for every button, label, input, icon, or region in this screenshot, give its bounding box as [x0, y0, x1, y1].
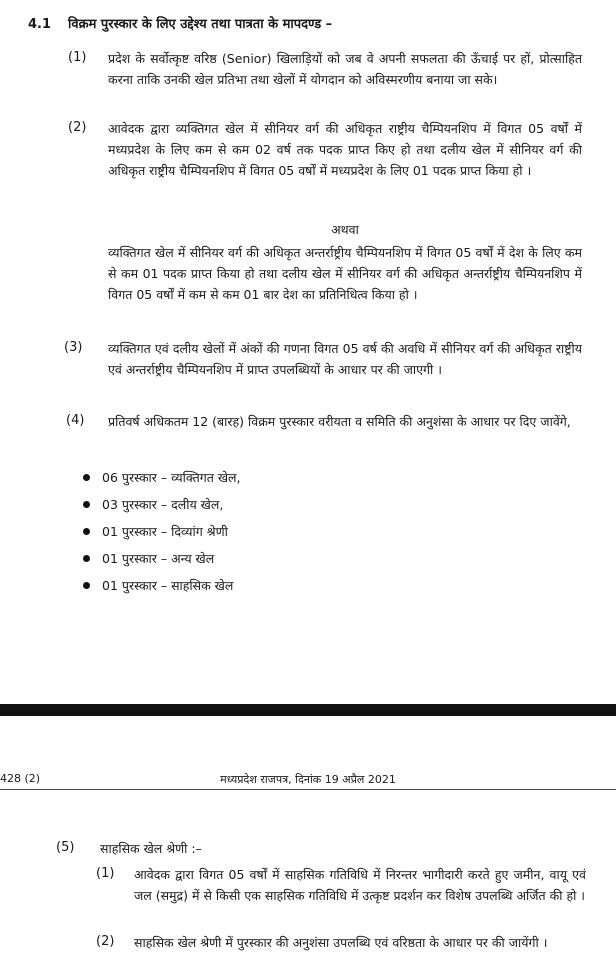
- item-number-2: (2): [68, 120, 87, 135]
- list-item: 06 पुरस्कार – व्यक्तिगत खेल,: [80, 464, 241, 491]
- item-text-1: प्रदेश के सर्वोत्कृष्ट वरिष्ठ (Senior) खिलाड़ियों को जब वे अपनी सफलता की ऊँचाई पर हों, प्रोत्साहित करना ताकि उनकी खेल प्रतिभा तथा खेलों में योगदान को अविस्मरणीय बनाया जा सके।: [108, 51, 582, 87]
- bullet-icon: [83, 474, 90, 481]
- list-item: 01 पुरस्कार – दिव्यांग श्रेणी: [80, 518, 241, 545]
- section-heading: [28, 14, 332, 32]
- bullet-icon: [83, 555, 90, 562]
- subitem-text-1: आवेदक द्वारा विगत 05 वर्षों में साहसिक गतिविधि में निरन्तर भागीदारी करते हुए जमीन, वायू एवं जल (समुद्र) में से किसी एक साहसिक गतिविधि में उत्कृष्ट प्रदर्शन कर विशेष उपलब्धि अर्जित की हो ।: [134, 867, 586, 903]
- list-item: 01 पुरस्कार – साहसिक खेल: [80, 572, 241, 599]
- item-number-1: (1): [68, 50, 87, 65]
- gazette-title: मध्यप्रदेश राजपत्र, दिनांक 19 अप्रैल 2021: [220, 773, 396, 786]
- page-reference: 428 (2): [0, 772, 41, 785]
- subitem-number-2: (2): [96, 934, 115, 949]
- section-title: विक्रम पुरस्कार के लिए उद्देश्य तथा पात्रता के मापदण्ड –: [68, 17, 333, 32]
- item-text-2-alternative: व्यक्तिगत खेल में सीनियर वर्ग की अधिकृत अन्तर्राष्ट्रीय चैम्पियनशिप में विगत 05 वर्षों में देश के लिए कम से कम 01 पदक प्राप्त किया हो तथा दलीय खेल में सीनियर वर्ग की अधिकृत अन्तर्राष्ट्रीय चैम्पियनशिप में विगत 05 वर्षों में कम से कम 01 बार देश का प्रतिनिधित्व किया हो ।: [108, 245, 582, 302]
- subitem-number-1: (1): [96, 866, 115, 881]
- item-number-4: (4): [66, 413, 85, 428]
- item-text-4: प्रतिवर्ष अधिकतम 12 (बारह) विक्रम पुरस्कार वरीयता व समिति की अनुशंसा के आधार पर दिए जावेंगे,: [108, 414, 571, 429]
- bullet-icon: [83, 582, 90, 589]
- subitem-text-2: साहसिक खेल श्रेणी में पुरस्कार की अनुशंसा उपलब्धि एवं वरिष्ठता के आधार पर की जायेंगी ।: [134, 935, 548, 950]
- item-number-5: (5): [56, 840, 75, 855]
- document-page-2: [0, 716, 616, 979]
- list-item: 03 पुरस्कार – दलीय खेल,: [80, 491, 241, 518]
- item-text-3: व्यक्तिगत एवं दलीय खेलों में अंकों की गणना विगत 05 वर्ष की अवधि में सीनियर वर्ग की अधिकृत राष्ट्रीय एवं अन्तर्राष्ट्रीय चैम्पियनशिप में प्राप्त उपलब्धियों के आधार पर की जाएगी ।: [108, 341, 582, 377]
- bullet-icon: [83, 501, 90, 508]
- page-separator: [0, 704, 616, 716]
- item-number-3: (3): [64, 340, 83, 355]
- section-number: 4.1: [28, 17, 52, 32]
- bullet-icon: [83, 528, 90, 535]
- header-rule: [0, 789, 616, 790]
- item-text-2: आवेदक द्वारा व्यक्तिगत खेल में सीनियर वर्ग की अधिकृत राष्ट्रीय चैम्पियनशिप में विगत 05 वर्षों में मध्यप्रदेश के लिए कम से कम 02 वर्ष तक पदक प्राप्त किए हो तथा दलीय खेल में सीनियर वर्ग की अधिकृत राष्ट्रीय चैम्पियनशिप में विगत 05 वर्षों में मध्यप्रदेश के लिए 01 पदक प्राप्त किया हो ।: [108, 121, 582, 178]
- item-title-5: साहसिक खेल श्रेणी :–: [100, 841, 202, 856]
- or-label: अथवा: [331, 222, 359, 237]
- list-item: 01 पुरस्कार – अन्य खेल: [80, 545, 241, 572]
- awards-list: [80, 464, 241, 599]
